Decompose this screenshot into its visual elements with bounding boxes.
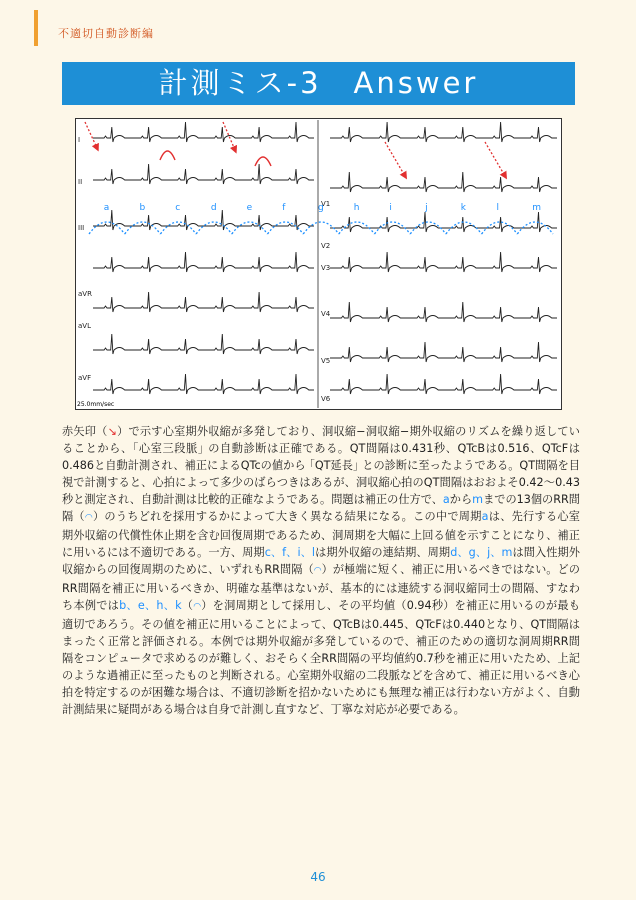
rr-interval-label: c: [175, 203, 181, 213]
ecg-trace: [330, 172, 557, 192]
rr-arc-icon: ◠: [84, 513, 93, 523]
section-label: 不適切自動診断編: [58, 27, 154, 40]
lead-label: II: [78, 178, 83, 186]
pvc-arrow-icon: [85, 122, 97, 148]
rr-interval-label: l: [496, 203, 500, 213]
lead-label: V6: [321, 395, 331, 403]
ecg-trace: [93, 164, 314, 184]
lead-label: V2: [321, 242, 331, 250]
rr-interval-arc: [196, 222, 232, 234]
lead-label: V4: [321, 310, 331, 318]
rr-arc-icon: ◠: [193, 602, 202, 612]
ecg-trace: [93, 292, 314, 312]
lead-label: V1: [321, 200, 331, 208]
ecg-trace: [93, 334, 314, 354]
rr-interval-arc: [232, 222, 268, 234]
interval-ref: b、e、h、k: [119, 599, 182, 612]
red-arc-icon: [255, 157, 271, 166]
ecg-trace: [330, 122, 557, 142]
text-part: は期外収縮の連結期、周期: [315, 546, 451, 559]
ecg-trace: [93, 122, 314, 142]
ecg-trace: [330, 342, 557, 362]
header-accent-bar: [34, 10, 38, 46]
text-part: （: [181, 599, 194, 612]
rr-interval-arc: [268, 222, 304, 234]
lead-label: I: [78, 136, 81, 144]
rr-interval-label: m: [532, 203, 541, 213]
rr-interval-label: f: [282, 203, 286, 213]
lead-label: aVR: [78, 290, 92, 298]
lead-label: III: [78, 224, 85, 232]
ecg-trace: [330, 252, 557, 272]
ecg-trace: [330, 302, 557, 322]
page-number: 46: [310, 870, 326, 884]
text-part: は、先行する心室期外収縮の代償性休止期を含む回復周期であるため、洞周期を大幅に上回る値を示すことになり、補正に用いるには不適切である。一方、周期: [62, 510, 580, 559]
rr-interval-label: k: [460, 203, 467, 213]
rr-interval-label: a: [103, 203, 110, 213]
rr-interval-label: h: [353, 203, 360, 213]
rr-arc-icon: ◠: [313, 566, 322, 576]
explanation-text: [62, 423, 580, 718]
rr-interval-label: j: [425, 203, 428, 213]
interval-ref: c、f、i、l: [264, 546, 315, 559]
text-part: ）を洞周期として採用し、その平均値（0.94秒）を補正に用いるのが最も適切であろう。その値を補正に用いることによって、QTcBは0.445、QTcFは0.440となり、QT間隔はまったく正常と評価される。本例では期外収縮が多発しているので、補正のための適切な洞周期RR間隔をコンピュータで求めるのが難しく、おそらく全RR間隔の平均値約0.7秒を補正に用いたため、上記のような過補正に至ったものと判断される。心室期外収縮の二段脈などを含めて、補正に用いるべき心拍を特定するのが困難な場合は、不適切診断を招かないためにも無理な補正は行わない方がよく、自動計測結果に疑問がある場合は自身で計測し直すなど、丁寧な対応が必要である。: [62, 599, 580, 716]
lead-label: aVF: [78, 374, 92, 382]
pvc-arrow-icon: [485, 142, 505, 176]
rr-interval-label: b: [139, 203, 146, 213]
lead-label: aVL: [78, 322, 91, 330]
ecg-trace: [93, 374, 314, 394]
ecg-paper-speed: 25.0mm/sec: [77, 401, 115, 408]
rr-interval-label: d: [210, 203, 217, 213]
text-part: ）のうちどれを採用するかによって大きく異なる結果になる。この中で周期: [92, 510, 482, 523]
rr-interval-arc: [375, 222, 411, 234]
interval-ref: d、g、j、m: [450, 546, 513, 559]
text-part: ）で示す心室期外収縮が多発しており、洞収縮−洞収縮−期外収縮のリズムを繰り返していることから、｢心室三段脈｣ の自動診断は正確である。QT間隔は0.431秒、QTcBは0.516、QTcFは0.486と自動計測され、補正によるQTcの値から ｢QT延長｣ との診断に至ったようである。QT間隔を目視で計測すると、心拍によって多少のばらつきはあるが、洞収縮心拍のQT間隔はおおよそ0.42〜0.43秒と測定され、自動計測は比較的正確なようである。問題は補正の仕方で、: [62, 425, 580, 506]
lead-label: V3: [321, 264, 331, 272]
ecg-trace: [93, 252, 314, 272]
text-part: ）が極端に短く、補正に用いるべきではない。どのRR間隔を補正に用いるべきか、明確な基準はないが、基本的には連続する洞収縮同士の間隔、すなわち本例では: [62, 563, 580, 612]
text-part: までの13個のRR間隔（: [62, 493, 580, 523]
rr-interval-arc: [303, 222, 339, 234]
pvc-arrow-icon: [385, 142, 405, 176]
page-title: 計測ミス-3 Answer: [62, 62, 575, 105]
ecg-figure: [75, 118, 562, 410]
text-part: から: [449, 493, 473, 506]
ecg-trace: [93, 210, 314, 230]
interval-ref: m: [472, 493, 484, 506]
rr-interval-label: g: [318, 203, 324, 213]
red-arc-icon: [160, 151, 175, 160]
red-arrow-icon: ↘: [107, 425, 117, 438]
ecg-chart: [75, 118, 562, 410]
lead-label: V5: [321, 357, 331, 365]
text-part: は間入性期外収縮からの回復周期のために、いずれもRR間隔（: [62, 546, 580, 576]
rr-interval-label: e: [246, 203, 253, 213]
text-part: 赤矢印（: [62, 425, 108, 438]
ecg-trace: [330, 374, 557, 394]
ecg-trace: [330, 212, 557, 232]
rr-interval-label: i: [389, 203, 392, 213]
interval-ref: a: [442, 493, 450, 506]
interval-ref: a: [481, 510, 489, 523]
